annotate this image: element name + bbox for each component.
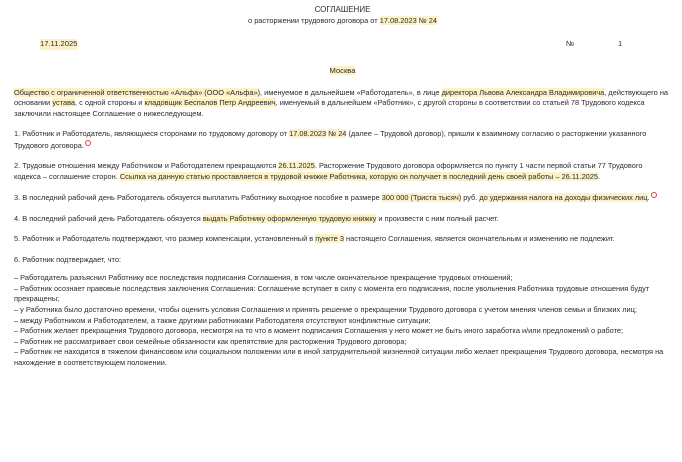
- intro-text-4: , именуемый в дальнейшем «Работник», с другой стороны в соответствии со статьей 78 Трудового кодекса заключили настоящее Соглашение о нижеследующем.: [14, 98, 645, 118]
- clause-reference[interactable]: пункте 3: [315, 234, 344, 244]
- city[interactable]: Москва: [329, 66, 356, 75]
- paragraph-6-heading: 6. Работник подтверждает, что:: [14, 254, 122, 264]
- p3-text-3: .: [647, 193, 650, 203]
- p2-text-3: .: [598, 171, 601, 181]
- paragraph-1: [14, 129, 671, 151]
- director-name[interactable]: директора Львова Александра Владимировича: [441, 87, 605, 97]
- workbook-note[interactable]: Ссылка на данную статью проставляется в трудовой книжке Работника, которую он получает в последний день своей работы – 26.11.2025: [119, 171, 599, 181]
- list-item: – Работник желает прекращения Трудового договора, несмотря на то что в момент подписания Соглашения у него может не быть иного заработка и/или предложений о работе;: [14, 326, 624, 336]
- subtitle-number[interactable]: № 24: [418, 16, 437, 25]
- severance-amount[interactable]: 300 000 (Триста тысяч): [381, 193, 462, 203]
- p1-text-1: 1. Работник и Работодатель, являющиеся сторонами по трудовому договору от: [14, 129, 290, 139]
- charter[interactable]: устава: [52, 98, 76, 108]
- document-title: СОГЛАШЕНИЕ: [314, 5, 371, 14]
- meta-row: [14, 39, 671, 55]
- intro-text-2: , действующего на основании: [14, 87, 669, 108]
- list-item: – Работник не находится в тяжелом финансовом или социальном положении или в иной затруднительной жизненной ситуации либо желает прекращения Трудового договора, несмотря на нахождение в соответствующем положении.: [14, 347, 664, 367]
- employer-name[interactable]: Общество с ограниченной ответственностью «Альфа» (ООО «Альфа»): [14, 87, 261, 97]
- termination-date[interactable]: 26.11.2025: [278, 161, 315, 171]
- paragraph-4: [14, 214, 671, 225]
- p2-text-1: 2. Трудовые отношения между Работником и Работодателем прекращаются: [14, 161, 279, 171]
- contract-number[interactable]: № 24: [328, 129, 347, 139]
- p5-text-2: настоящего Соглашения, является окончательным и изменению не подлежит.: [343, 234, 615, 244]
- agreement-number-label: №: [566, 39, 575, 48]
- list-item: – у Работника было достаточно времени, чтобы оценить условия Соглашения и принять решение о прекращении Трудового договора с учетом мнения членов семьи и близких лиц;: [14, 305, 637, 314]
- intro-text-3: , с одной стороны и: [75, 98, 145, 108]
- list-item: – Работодатель разъяснил Работнику все последствия подписания Соглашения, в том числе окончательное прекращение трудовых отношений;: [14, 273, 513, 283]
- intro-text-1: , именуемое в дальнейшем «Работодатель», в лице: [260, 87, 442, 97]
- p4-text-2: и произвести с ним полный расчет.: [376, 213, 499, 223]
- p2-text-2: . Расторжение Трудового договора оформляется по пункту 1 части первой статьи 77 Трудового кодекса – соглашение сторон.: [14, 161, 643, 181]
- paragraph-5: [14, 234, 671, 245]
- paragraph-3: [14, 192, 671, 204]
- subtitle-date[interactable]: 17.08.2023: [379, 16, 417, 25]
- agreement-number[interactable]: 1: [618, 39, 623, 48]
- comment-marker-icon[interactable]: [85, 140, 91, 146]
- p1-text-3: (далее – Трудовой договор), пришли к взаимному согласию о расторжении указанного Трудового договора.: [14, 129, 647, 150]
- city-line: [14, 66, 671, 77]
- contract-date[interactable]: 17.08.2023: [289, 129, 327, 139]
- list-item: – между Работником и Работодателем, а также другими работниками Работодателя отсутствуют конфликтные ситуации;: [14, 315, 431, 325]
- p5-text-1: 5. Работник и Работодатель подтверждают, что размер компенсации, установленный в: [14, 234, 316, 244]
- intro-paragraph: [14, 88, 671, 120]
- employee-name[interactable]: кладовщик Беспалов Петр Андреевич: [144, 98, 276, 108]
- list-item: – Работник осознает правовые последствия заключения Соглашения: Соглашение вступает в силу с момента его подписания, после увольнения Работника трудовые отношения будут прекращены;: [14, 283, 650, 304]
- comment-marker-icon[interactable]: [651, 192, 657, 198]
- p4-text-1: 4. В последний рабочий день Работодатель обязуется: [14, 213, 203, 223]
- tax-note[interactable]: до удержания налога на доходы физических лиц: [479, 193, 648, 203]
- document-subtitle: [14, 15, 671, 26]
- agreement-date[interactable]: 17.11.2025: [40, 39, 78, 48]
- list-item: – Работник не рассматривает свои семейные обязанности как препятствие для расторжения Трудового договора;: [14, 336, 407, 346]
- p3-text-2: руб.: [461, 193, 480, 203]
- confirmation-list: [14, 273, 671, 368]
- paragraph-2: [14, 161, 671, 182]
- workbook-action[interactable]: выдать Работнику оформленную трудовую книжку: [202, 213, 377, 223]
- p3-text-1: 3. В последний рабочий день Работодатель обязуется выплатить Работнику выходное пособие в размере: [14, 193, 382, 203]
- subtitle-prefix: о расторжении трудового договора от: [248, 16, 380, 25]
